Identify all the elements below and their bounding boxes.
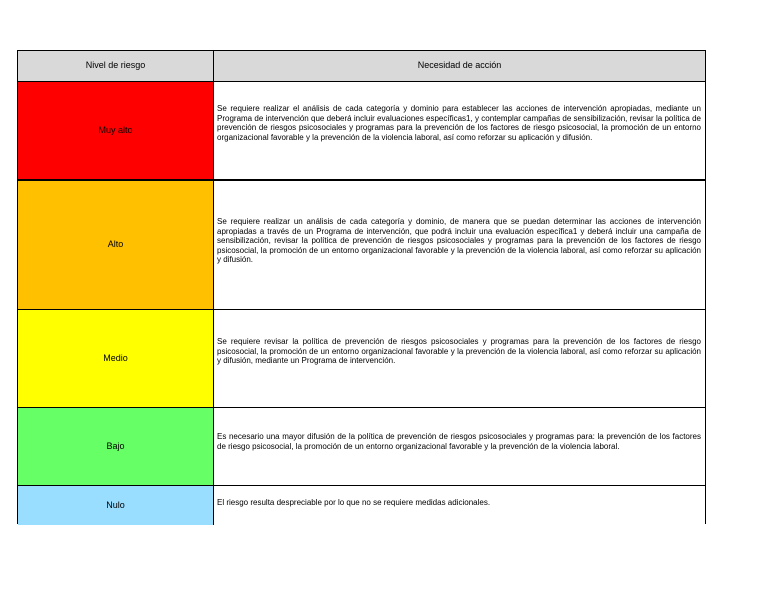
action-text: Se requiere realizar el análisis de cada categoría y dominio para establecer las acciones de intervención apropiadas, mediante un Programa de intervención que deberá incluir evaluaciones específicas1, y contemplar campañas de sensibilización, revisar la política de prevención de riesgos psicosociales y programas para la prevención de los factores de riesgo psicosocial, la promoción de un entorno organizacional favorable y la prevención de la violencia laboral, así como reforzar su aplicación y difusión. xyxy=(217,104,701,142)
action-description-cell xyxy=(214,181,705,310)
risk-level-cell: Alto xyxy=(18,181,214,310)
action-text: Se requiere revisar la política de prevención de riesgos psicosociales y programas para la prevención de los factores de riesgo psicosocial, la promoción de un entorno organizacional favorable y la prevención de la violencia laboral, así como reforzar su aplicación y difusión, mediante un Programa de intervención. xyxy=(217,337,701,366)
action-description-cell xyxy=(214,310,705,408)
risk-level-cell: Nulo xyxy=(18,486,214,525)
action-text: Es necesario una mayor difusión de la política de prevención de riesgos psicosociales y programas para: la prevención de los factores de riesgo psicosocial, la promoción de un entorno organizacional favorable y la prevención de la violencia laboral. xyxy=(217,432,701,451)
risk-level-cell: Bajo xyxy=(18,408,214,486)
header-action: Necesidad de acción xyxy=(214,51,705,82)
risk-level-cell: Medio xyxy=(18,310,214,408)
risk-level-cell: Muy alto xyxy=(18,82,214,181)
action-description-cell xyxy=(214,408,705,486)
risk-level-table xyxy=(17,50,706,524)
action-text: Se requiere realizar un análisis de cada categoría y dominio, de manera que se puedan determinar las acciones de intervención apropiadas a través de un Programa de intervención, que podrá incluir una evaluación específica1 y deberá incluir una campaña de sensibilización, revisar la política de prevención de riesgos psicosociales y programas para la prevención de los factores de riesgo psicosocial, la promoción de un entorno organizacional favorable y la prevención de la violencia laboral, así como reforzar su aplicación y difusión. xyxy=(217,217,701,265)
action-description-cell xyxy=(214,486,705,525)
action-description-cell xyxy=(214,82,705,181)
action-text: El riesgo resulta despreciable por lo que no se requiere medidas adicionales. xyxy=(217,498,491,507)
header-level: Nivel de riesgo xyxy=(18,51,214,82)
